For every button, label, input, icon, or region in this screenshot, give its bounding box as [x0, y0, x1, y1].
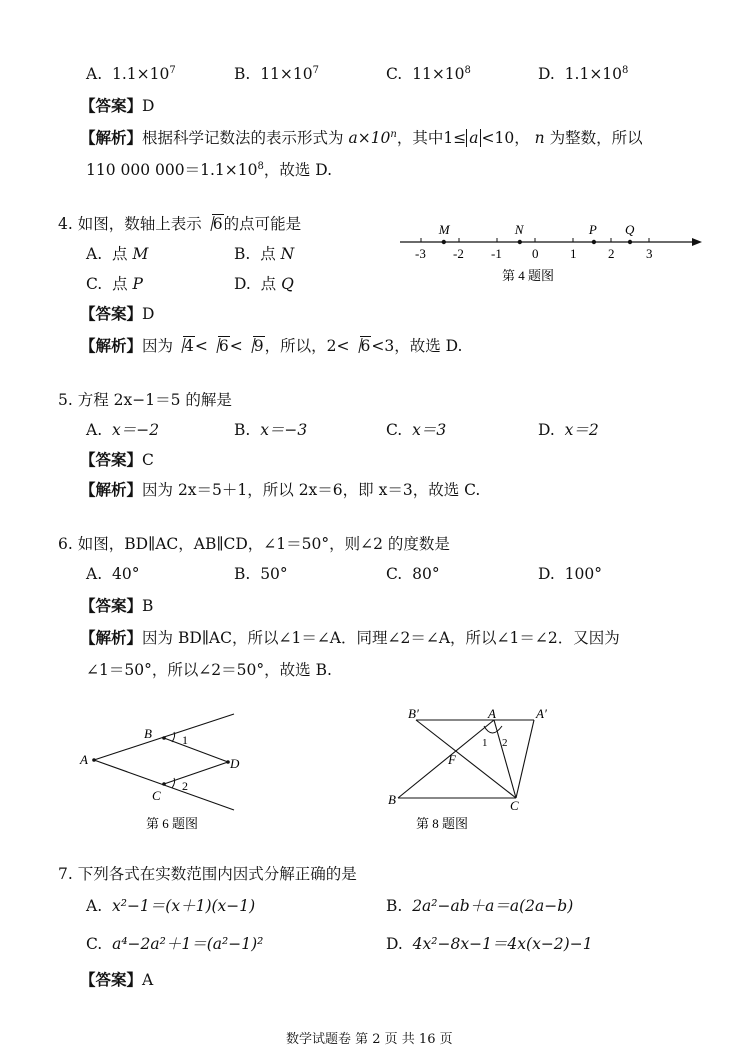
q4-analysis: 【解析】因为 4< 6< 9，所以，2< 6<3，故选 D.	[80, 336, 463, 355]
axis-tick-label: 3	[646, 246, 653, 261]
q4-figure-caption: 第 4 题图	[502, 268, 555, 283]
point-label-p: P	[588, 222, 597, 237]
fig8-angle-2: 2	[502, 737, 508, 749]
fig8-label-a: A	[488, 706, 496, 721]
point-q	[628, 240, 632, 244]
q4-option-b: B. 点 N	[234, 245, 295, 263]
fig8-caption: 第 8 题图	[416, 816, 469, 831]
q5-analysis: 【解析】因为 2x＝5＋1，所以 2x＝6，即 x＝3，故选 C.	[80, 480, 481, 499]
q3-analysis-line1: 【解析】根据科学记数法的表示形式为 $a\times 10^n$，其中1≤ a <10， n 为整数，所以	[80, 128, 643, 147]
arrow-right-icon	[692, 238, 702, 246]
q6-option-b: B. 50°	[234, 565, 288, 583]
q5-option-a: A. x＝−2	[86, 421, 160, 439]
point-m	[442, 240, 446, 244]
q3-analysis-line2: 110 000 $000=1.1\times 10^8$，故选 D.	[86, 160, 333, 179]
axis-tick-label: 2	[608, 246, 615, 261]
q4-number-line-figure	[390, 214, 710, 292]
q7-answer: 【答案】A	[80, 970, 154, 989]
q4-option-c: C. 点 P	[86, 275, 143, 293]
point-label-m: M	[438, 222, 450, 237]
point-label-q: Q	[625, 222, 635, 237]
q5-option-b: B. x＝−3	[234, 421, 308, 439]
q3-option-a: A. $1.1\times 10^7$	[86, 64, 176, 83]
q7-option-d: D. 4x²−8x−1＝4x(x−2)−1	[386, 935, 593, 953]
fig6-label-d: D	[230, 756, 240, 771]
q7-option-b: B. 2a²−ab＋a＝a(2a−b)	[386, 897, 574, 915]
axis-tick-label: -1	[491, 246, 502, 261]
q8-figure	[384, 706, 564, 836]
q6-answer: 【答案】B	[80, 596, 154, 615]
fig6-angle-2: 2	[182, 779, 188, 793]
q6-option-a: A. 40°	[86, 565, 140, 583]
axis-tick-label: -3	[415, 246, 426, 261]
q6-analysis-line1: 【解析】因为 BD∥AC，所以∠1＝∠A．同理∠2＝∠A，所以∠1＝∠2．又因为	[80, 628, 620, 647]
q5-answer: 【答案】C	[80, 450, 154, 469]
q6-figure	[76, 706, 246, 836]
axis-tick-label: 1	[570, 246, 577, 261]
q4-answer: 【答案】D	[80, 304, 155, 323]
q6-option-d: D. 100°	[538, 565, 603, 583]
q6-analysis-line2: ∠1＝50°，所以∠2＝50°，故选 B.	[86, 661, 332, 679]
fig8-label-a-prime: A′	[536, 706, 547, 721]
fig8-label-b: B	[388, 792, 396, 807]
fig8-label-b-prime: B′	[408, 706, 419, 721]
q3-option-d: D. $1.1\times 10^8$	[538, 64, 629, 83]
fig6-label-a: A	[80, 752, 88, 767]
fig8-label-c: C	[510, 798, 519, 813]
point-p	[592, 240, 596, 244]
q4-option-a: A. 点 M	[86, 245, 149, 263]
fig8-angle-1: 1	[482, 737, 488, 749]
q4-stem: 4. 如图，数轴上表示 6的点可能是	[58, 215, 302, 233]
q5-option-d: D. x＝2	[538, 421, 599, 439]
point-n	[518, 240, 522, 244]
q3-option-b: B. $11\times 10^7$	[234, 64, 319, 83]
axis-tick-label: -2	[453, 246, 464, 261]
q5-stem: 5. 方程 2x−1＝5 的解是	[58, 391, 232, 409]
q5-option-c: C. x＝3	[386, 421, 447, 439]
fig8-label-f: F	[448, 752, 456, 767]
fig6-angle-1: 1	[182, 733, 188, 747]
q4-option-d: D. 点 Q	[234, 275, 294, 293]
point-label-n: N	[514, 222, 524, 237]
axis-tick-label: 0	[532, 246, 539, 261]
fig6-label-c: C	[152, 788, 161, 803]
q3-option-c: C. $11\times 10^8$	[386, 64, 471, 83]
q6-option-c: C. 80°	[386, 565, 440, 583]
fig6-label-b: B	[144, 726, 152, 741]
q3-answer: 【答案】D	[80, 96, 155, 115]
q7-option-a: A. x²−1＝(x＋1)(x−1)	[86, 897, 256, 915]
q7-stem: 7. 下列各式在实数范围内因式分解正确的是	[58, 865, 357, 883]
fig6-caption: 第 6 题图	[146, 816, 199, 831]
q6-stem: 6. 如图，BD∥AC，AB∥CD，∠1＝50°，则∠2 的度数是	[58, 535, 450, 553]
page-footer: 数学试题卷 第 2 页 共 16 页	[286, 1032, 453, 1047]
q7-option-c: C. a⁴−2a²＋1＝(a²−1)²	[86, 935, 264, 953]
